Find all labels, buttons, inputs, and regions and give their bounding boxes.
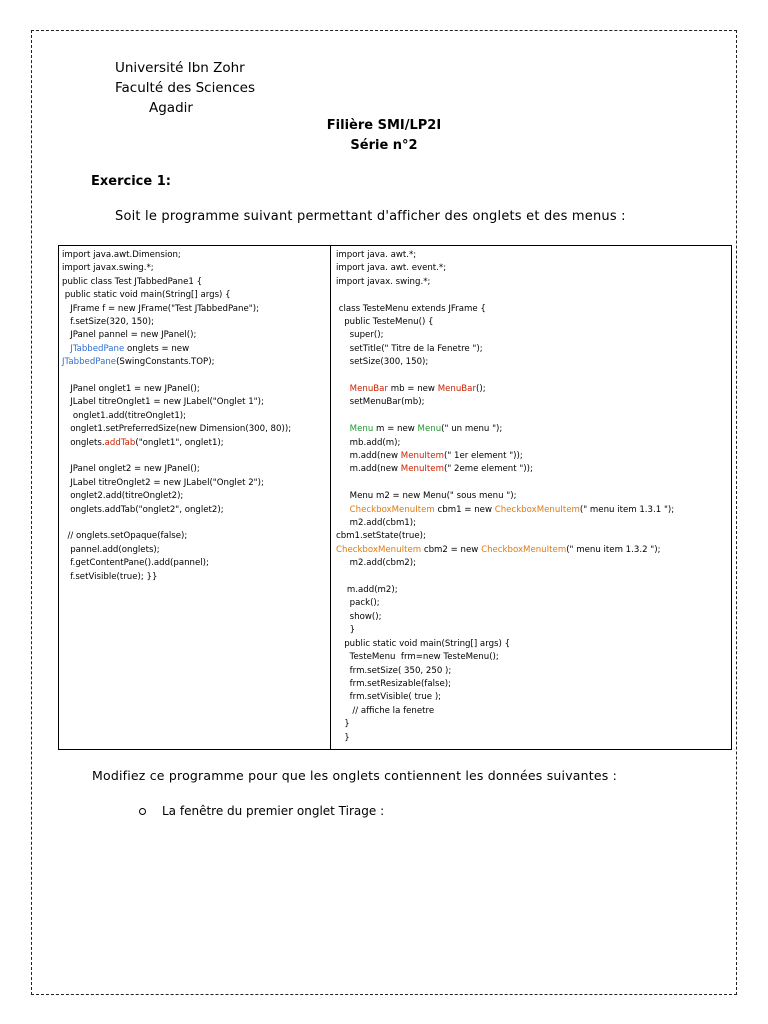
code-token: m.add(new xyxy=(336,451,401,462)
code-token: } xyxy=(336,625,356,636)
code-line xyxy=(336,651,731,664)
code-token: JPanel onglet1 = new JPanel(); xyxy=(62,384,200,395)
code-token: public static void main(String[] args) { xyxy=(336,638,511,649)
city-name: Agadir xyxy=(149,100,193,116)
code-line xyxy=(336,356,731,369)
code-line xyxy=(336,329,731,342)
code-line xyxy=(336,316,731,329)
code-token: f.setSize(320, 150); xyxy=(62,317,154,328)
code-line xyxy=(336,262,731,275)
code-line xyxy=(336,463,731,476)
code-line xyxy=(336,450,731,463)
code-token: setTitle(" Titre de la Fenetre "); xyxy=(336,343,483,354)
code-line xyxy=(336,571,731,584)
code-token: pack(); xyxy=(336,598,380,609)
code-line xyxy=(62,249,330,262)
code-line xyxy=(62,303,330,316)
code-line xyxy=(336,732,731,745)
intro-paragraph: Soit le programme suivant permettant d'afficher des onglets et des menus : xyxy=(115,209,626,224)
code-token: onglets. xyxy=(62,437,105,448)
university-name: Université Ibn Zohr xyxy=(115,60,245,76)
code-token: frm.setResizable(false); xyxy=(336,678,451,689)
code-token: (" 2eme element ")); xyxy=(443,464,533,475)
code-line xyxy=(336,370,731,383)
code-token: cbm2 = new xyxy=(421,544,482,555)
code-token: JTabbedPane xyxy=(62,357,117,368)
code-token xyxy=(336,384,350,394)
code-token: JPanel pannel = new JPanel(); xyxy=(62,330,197,341)
code-line xyxy=(336,584,731,597)
code-token: import javax. swing.*; xyxy=(336,276,431,287)
code-token: ("onglet1", onglet1); xyxy=(135,437,224,448)
code-line xyxy=(336,396,731,409)
code-token: onglet2.add(titreOnglet2); xyxy=(62,491,184,502)
code-token: (" 1er element ")); xyxy=(443,451,523,462)
code-line xyxy=(62,450,330,463)
code-token: frm.setSize( 350, 250 ); xyxy=(336,665,452,676)
code-token: // onglets.setOpaque(false); xyxy=(62,531,188,542)
code-token: MenuItem xyxy=(400,451,444,462)
code-token: MenuBar xyxy=(437,384,476,395)
code-line xyxy=(336,490,731,503)
code-token: CheckboxMenuItem xyxy=(336,544,422,555)
code-line xyxy=(336,410,731,423)
code-token: Menu xyxy=(349,424,374,435)
code-line xyxy=(62,463,330,476)
code-line xyxy=(336,276,731,289)
code-line xyxy=(336,705,731,718)
code-line xyxy=(62,370,330,383)
code-token: onglet1.setPreferredSize(new Dimension(300, 80)); xyxy=(62,424,292,435)
code-token: // affiche la fenetre xyxy=(336,705,435,716)
code-line xyxy=(62,423,330,436)
code-table xyxy=(58,245,732,750)
code-token: Menu m2 = new Menu(" sous menu "); xyxy=(336,491,517,502)
code-line xyxy=(62,490,330,503)
code-line xyxy=(336,343,731,356)
code-token: (" menu item 1.3.1 "); xyxy=(579,504,675,515)
code-token: pannel.add(onglets); xyxy=(62,544,160,555)
code-line xyxy=(62,276,330,289)
institution-header xyxy=(115,58,255,118)
code-token: mb.add(m); xyxy=(336,437,401,448)
code-token: m.add(m2); xyxy=(336,585,398,596)
code-line xyxy=(62,477,330,490)
code-line xyxy=(62,329,330,342)
instruction-paragraph: Modifiez ce programme pour que les onglets contiennent les données suivantes : xyxy=(92,768,618,783)
code-token: setSize(300, 150); xyxy=(336,357,429,368)
code-line xyxy=(336,289,731,302)
code-token: (); xyxy=(475,384,486,395)
code-token: import java.awt.Dimension; xyxy=(62,250,181,260)
code-line xyxy=(62,262,330,275)
code-token: Menu xyxy=(417,424,442,435)
code-token: f.setVisible(true); }} xyxy=(62,571,158,582)
code-line xyxy=(336,423,731,436)
code-token xyxy=(62,344,70,354)
code-line xyxy=(336,544,731,557)
code-token: JLabel titreOnglet1 = new JLabel("Onglet 1"); xyxy=(62,397,264,408)
title-line-1: Filière SMI/LP2I xyxy=(326,118,442,133)
code-token: CheckboxMenuItem xyxy=(494,504,580,515)
code-token: MenuItem xyxy=(400,464,444,475)
code-token: JLabel titreOnglet2 = new JLabel("Onglet 2"); xyxy=(62,477,264,488)
code-token: import javax.swing.*; xyxy=(62,263,154,274)
code-token: MenuBar xyxy=(349,384,388,395)
code-token: onglets.addTab("onglet2", onglet2); xyxy=(62,504,224,515)
code-line xyxy=(336,504,731,517)
code-token: m2.add(cbm1); xyxy=(336,518,417,529)
code-line xyxy=(336,557,731,570)
code-token: frm.setVisible( true ); xyxy=(336,692,442,703)
code-token: show(); xyxy=(336,611,382,622)
code-token: addTab xyxy=(104,437,136,448)
code-token: JPanel onglet2 = new JPanel(); xyxy=(62,464,200,475)
code-column-left xyxy=(59,246,331,749)
code-token: mb = new xyxy=(387,384,438,395)
code-token: } xyxy=(336,719,350,730)
code-token: TesteMenu frm=new TesteMenu(); xyxy=(336,652,499,663)
code-token: CheckboxMenuItem xyxy=(349,504,435,515)
code-line xyxy=(62,544,330,557)
title-line-2: Série n°2 xyxy=(350,138,418,153)
code-token: JTabbedPane xyxy=(70,343,125,354)
code-token: cbm1.setState(true); xyxy=(336,531,426,542)
code-token: (" un menu "); xyxy=(441,424,503,435)
code-token: class TesteMenu extends JFrame { xyxy=(336,303,486,314)
code-line xyxy=(336,249,731,262)
code-column-right xyxy=(331,246,731,749)
code-line xyxy=(62,557,330,570)
code-line xyxy=(336,611,731,624)
bullet-text: La fenêtre du premier onglet Tirage : xyxy=(162,804,385,818)
code-token xyxy=(336,424,350,434)
code-line xyxy=(62,530,330,543)
code-line xyxy=(336,303,731,316)
code-token: super(); xyxy=(336,330,384,341)
code-line xyxy=(62,316,330,329)
code-token: import java. awt. event.*; xyxy=(336,263,447,274)
code-line xyxy=(336,530,731,543)
code-line xyxy=(62,517,330,530)
code-line xyxy=(62,356,330,369)
exercise-heading: Exercice 1: xyxy=(91,174,171,189)
code-line xyxy=(336,477,731,490)
code-token: (" menu item 1.3.2 "); xyxy=(566,544,661,555)
code-line xyxy=(62,437,330,450)
code-token: f.getContentPane().add(pannel); xyxy=(62,558,209,569)
code-token xyxy=(336,505,350,515)
code-line xyxy=(336,624,731,637)
code-line xyxy=(62,571,330,584)
code-line xyxy=(336,665,731,678)
code-line xyxy=(62,343,330,356)
code-token: CheckboxMenuItem xyxy=(481,544,567,555)
bullet-item xyxy=(139,804,384,818)
code-line xyxy=(336,437,731,450)
bullet-circle-icon xyxy=(139,808,146,815)
code-token: m = new xyxy=(373,424,418,435)
code-token: public static void main(String[] args) { xyxy=(62,290,231,301)
code-token: public class Test JTabbedPane1 { xyxy=(62,276,203,287)
code-token: (SwingConstants.TOP); xyxy=(116,357,215,368)
code-token: m.add(new xyxy=(336,464,401,475)
code-line xyxy=(336,691,731,704)
code-token: public TesteMenu() { xyxy=(336,317,434,328)
document-title xyxy=(0,116,768,156)
code-line xyxy=(62,504,330,517)
code-line xyxy=(62,396,330,409)
faculty-name: Faculté des Sciences xyxy=(115,80,255,96)
code-token: setMenuBar(mb); xyxy=(336,397,425,408)
code-token: m2.add(cbm2); xyxy=(336,558,417,569)
code-token: import java. awt.*; xyxy=(336,250,417,260)
code-line xyxy=(336,597,731,610)
code-token: onglet1.add(titreOnglet1); xyxy=(62,410,187,421)
code-line xyxy=(62,410,330,423)
code-line xyxy=(336,678,731,691)
code-line xyxy=(336,517,731,530)
code-line xyxy=(336,383,731,396)
code-token: cbm1 = new xyxy=(434,504,495,515)
code-token: } xyxy=(336,732,350,743)
code-line xyxy=(62,289,330,302)
code-token: onglets = new xyxy=(124,343,190,354)
code-line xyxy=(336,638,731,651)
code-token: JFrame f = new JFrame("Test JTabbedPane"); xyxy=(62,303,259,314)
code-line xyxy=(336,718,731,731)
code-line xyxy=(62,383,330,396)
